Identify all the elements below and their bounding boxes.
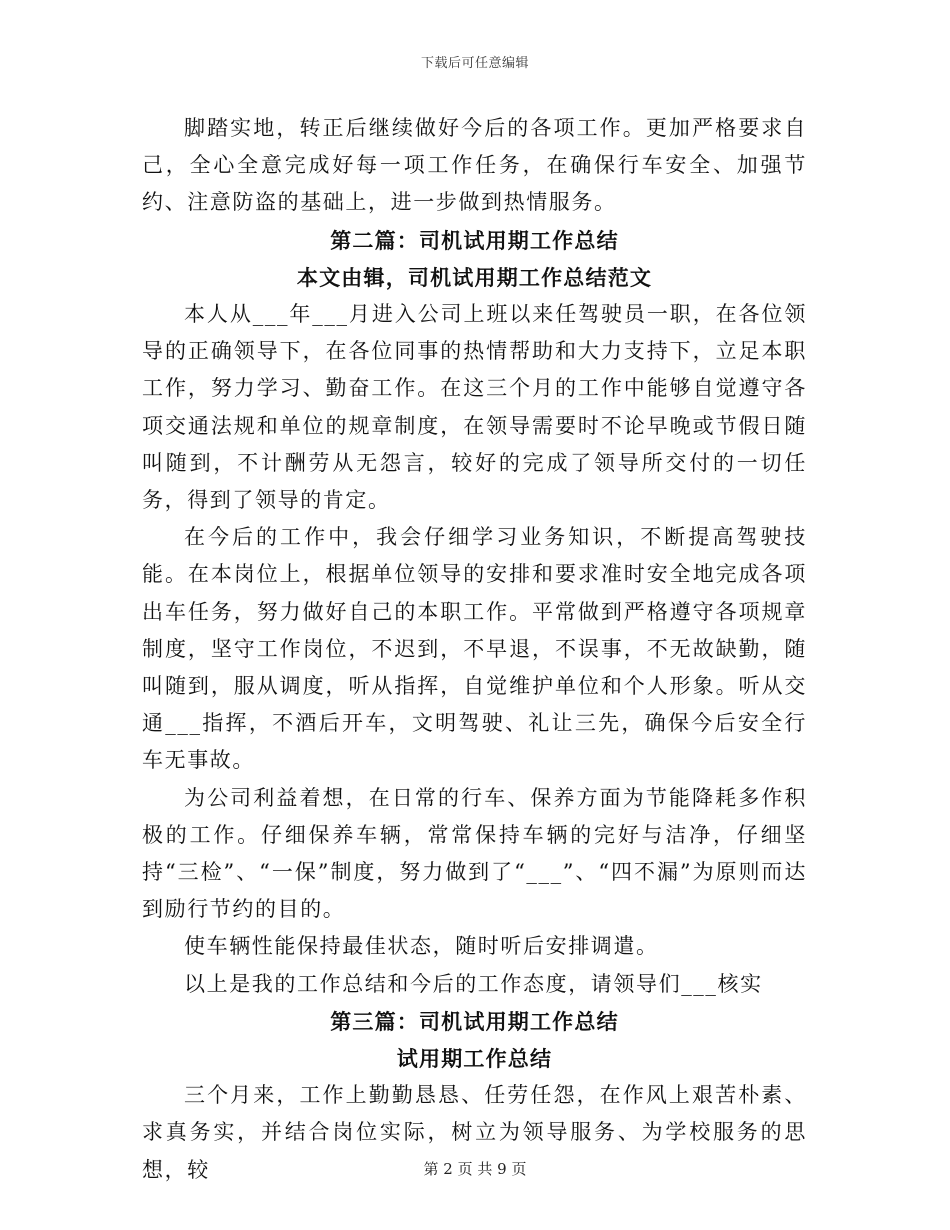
paragraph-2: 本人从___年___月进入公司上班以来任驾驶员一职，在各位领导的正确领导下，在各位同事的热情帮助和大力支持下，立足本职工作，努力学习、勤奋工作。在这三个月的工作中能够自觉遵守各项交通法规和单位的规章制度，在领导需要时不论早晚或节假日随叫随到，不计酬劳从无怨言，较好的完成了领导所交付的一切任务，得到了领导的肯定。 bbox=[142, 302, 807, 513]
section-subheading-2: 本文由辑，司机试用期工作总结范文 bbox=[296, 264, 653, 290]
page-header: 下载后可任意编辑 bbox=[420, 56, 529, 71]
section-heading-2: 第二篇：司机试用期工作总结 bbox=[330, 227, 619, 253]
document-body bbox=[142, 110, 807, 1189]
paragraph-7: 三个月来，工作上勤勤恳恳、任劳任怨，在作风上艰苦朴素、求真务实，并结合岗位实际，树立为领导服务、为学校服务的思想，较 bbox=[142, 1083, 807, 1182]
section-subheading-3: 试用期工作总结 bbox=[396, 1046, 553, 1072]
paragraph-4: 为公司利益着想，在日常的行车、保养方面为节能降耗多作积极的工作。仔细保养车辆，常常保持车辆的完好与洁净，仔细坚持“三检”、“一保”制度，努力做到了“___”、“四不漏”为原则而达到励行节约的目的。 bbox=[142, 785, 807, 922]
paragraph-1: 脚踏实地，转正后继续做好今后的各项工作。更加严格要求自己，全心全意完成好每一项工作任务，在确保行车安全、加强节约、注意防盗的基础上，进一步做到热情服务。 bbox=[142, 116, 807, 215]
paragraph-6: 以上是我的工作总结和今后的工作态度，请领导们___核实 bbox=[184, 971, 763, 996]
section-heading-3: 第三篇：司机试用期工作总结 bbox=[330, 1008, 619, 1034]
paragraph-5: 使车辆性能保持最佳状态，随时听后安排调遣。 bbox=[184, 934, 659, 959]
page-footer: 第 2 页 共 9 页 bbox=[423, 1160, 527, 1178]
paragraph-3: 在今后的工作中，我会仔细学习业务知识，不断提高驾驶技能。在本岗位上，根据单位领导的安排和要求准时安全地完成各项出车任务，努力做好自己的本职工作。平常做到严格遵守各项规章制度，坚守工作岗位，不迟到，不早退，不误事，不无故缺勤，随叫随到，服从调度，听从指挥，自觉维护单位和个人形象。听从交通___指挥，不酒后开车，文明驾驶、礼让三先，确保今后安全行车无事故。 bbox=[142, 525, 807, 773]
